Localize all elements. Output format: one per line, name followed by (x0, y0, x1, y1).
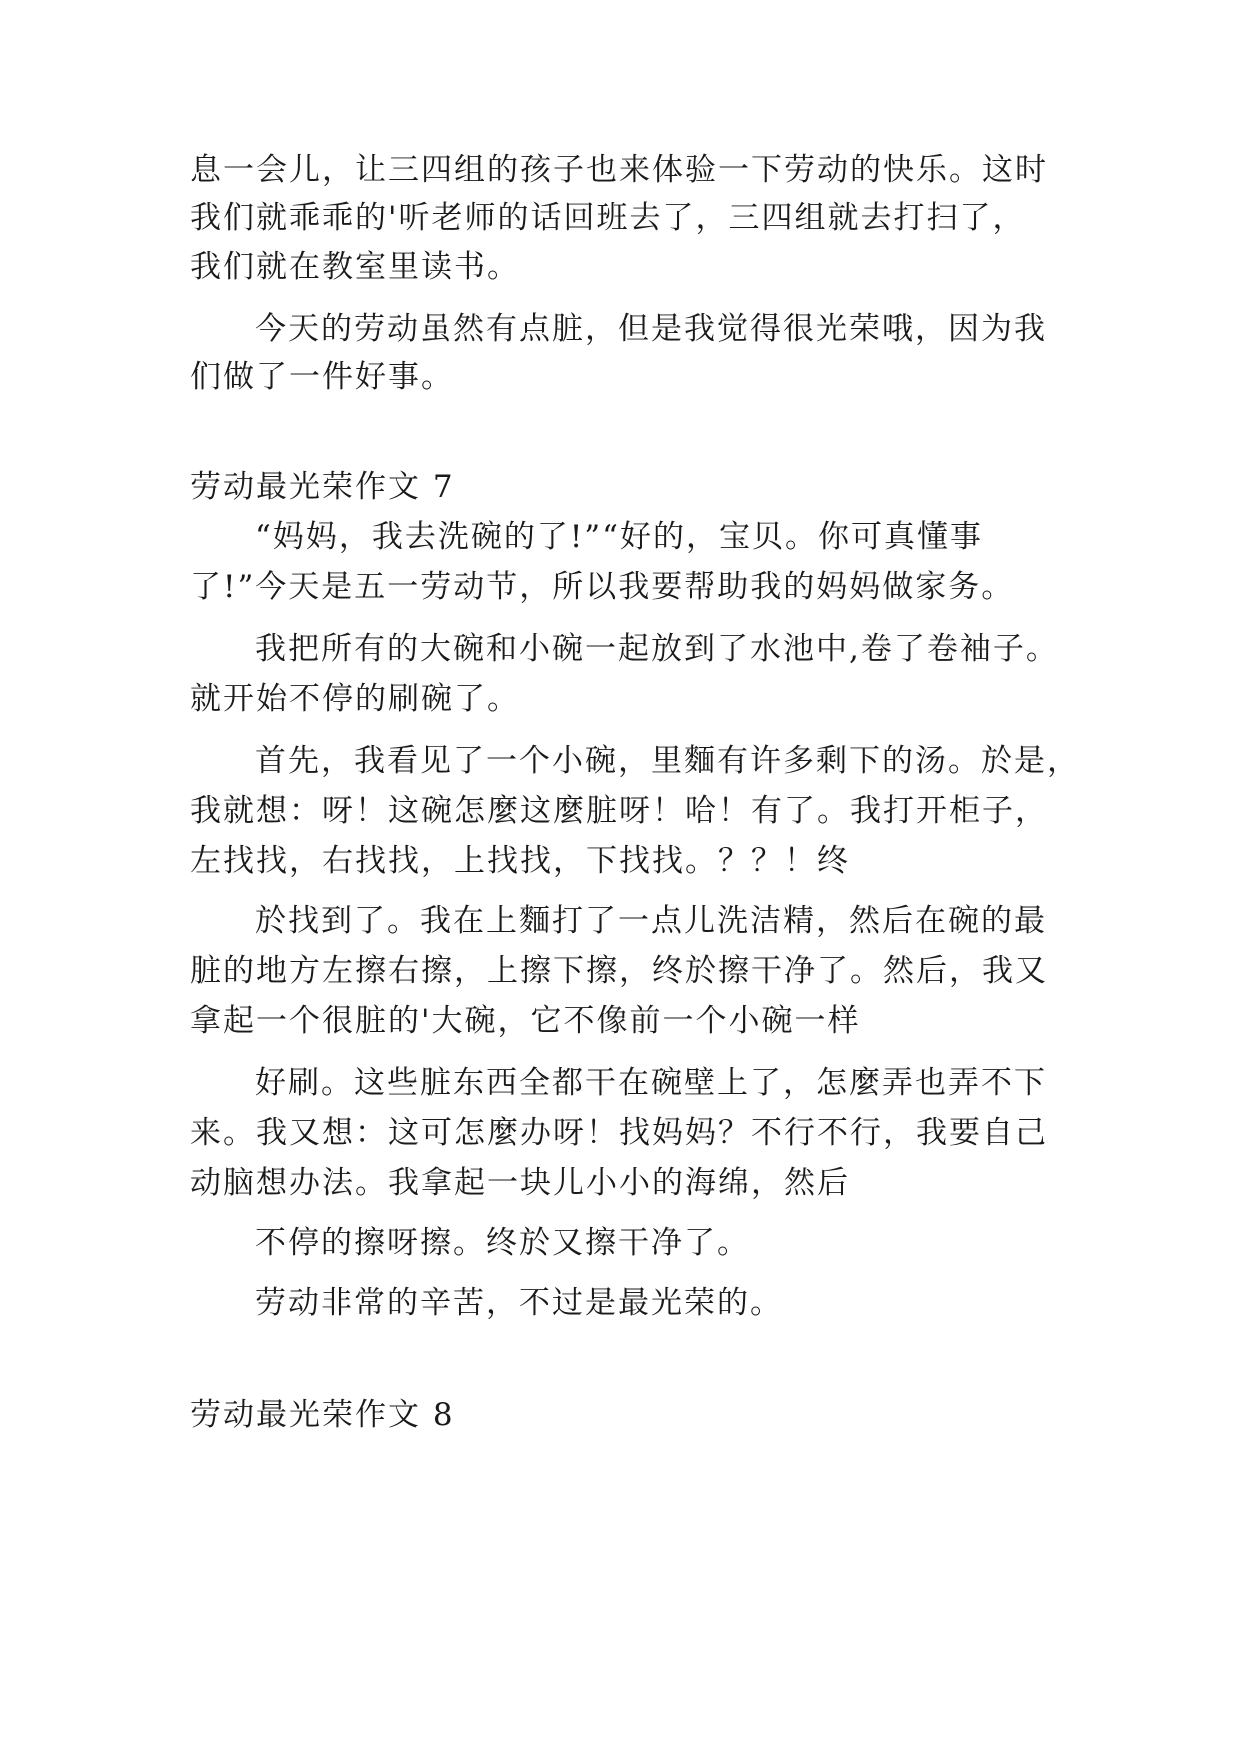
paragraph-line: 息一会儿，让三四组的孩子也来体验一下劳动的快乐。这时 (190, 152, 1048, 188)
paragraph-line: 了!”今天是五一劳动节，所以我要帮助我的妈妈做家务。 (190, 569, 1015, 605)
paragraph-line: 脏的地方左擦右擦，上擦下擦，终於擦干净了。然后，我又 (190, 953, 1048, 989)
paragraph-line: 来。我又想：这可怎麼办呀！找妈妈？不行不行，我要自己 (190, 1115, 1048, 1151)
paragraph-line: 今天的劳动虽然有点脏，但是我觉得很光荣哦，因为我 (255, 311, 1047, 347)
paragraph-line: 劳动非常的辛苦，不过是最光荣的。 (255, 1285, 783, 1321)
paragraph-line: 我就想：呀！这碗怎麼这麼脏呀！哈！有了。我打开柜子， (190, 793, 1048, 829)
paragraph-line: 我们就乖乖的'听老师的话回班去了，三四组就去打扫了， (190, 200, 1026, 236)
paragraph-line: “妈妈，我去洗碗的了!”“好的，宝贝。你可真懂事 (255, 519, 983, 555)
paragraph-line: 左找找，右找找，上找找，下找找。？？！终 (190, 843, 850, 879)
paragraph-line: 不停的擦呀擦。终於又擦干净了。 (255, 1225, 750, 1261)
paragraph-line: 我把所有的大碗和小碗一起放到了水池中,卷了卷袖子。 (255, 631, 1059, 667)
paragraph-line: 拿起一个很脏的'大碗，它不像前一个小碗一样 (190, 1003, 861, 1039)
section-heading: 劳动最光荣作文 8 (190, 1397, 455, 1433)
paragraph-line: 首先，我看见了一个小碗，里麵有许多剩下的汤。於是， (255, 743, 1080, 779)
paragraph-line: 们做了一件好事。 (190, 359, 454, 395)
section-heading: 劳动最光荣作文 7 (190, 469, 455, 505)
paragraph-line: 就开始不停的刷碗了。 (190, 681, 520, 717)
paragraph-line: 我们就在教室里读书。 (190, 249, 520, 285)
paragraph-line: 於找到了。我在上麵打了一点儿洗洁精，然后在碗的最 (255, 903, 1047, 939)
paragraph-line: 动脑想办法。我拿起一块儿小小的海绵，然后 (190, 1165, 850, 1201)
paragraph-line: 好刷。这些脏东西全都干在碗壁上了，怎麼弄也弄不下 (255, 1065, 1047, 1101)
